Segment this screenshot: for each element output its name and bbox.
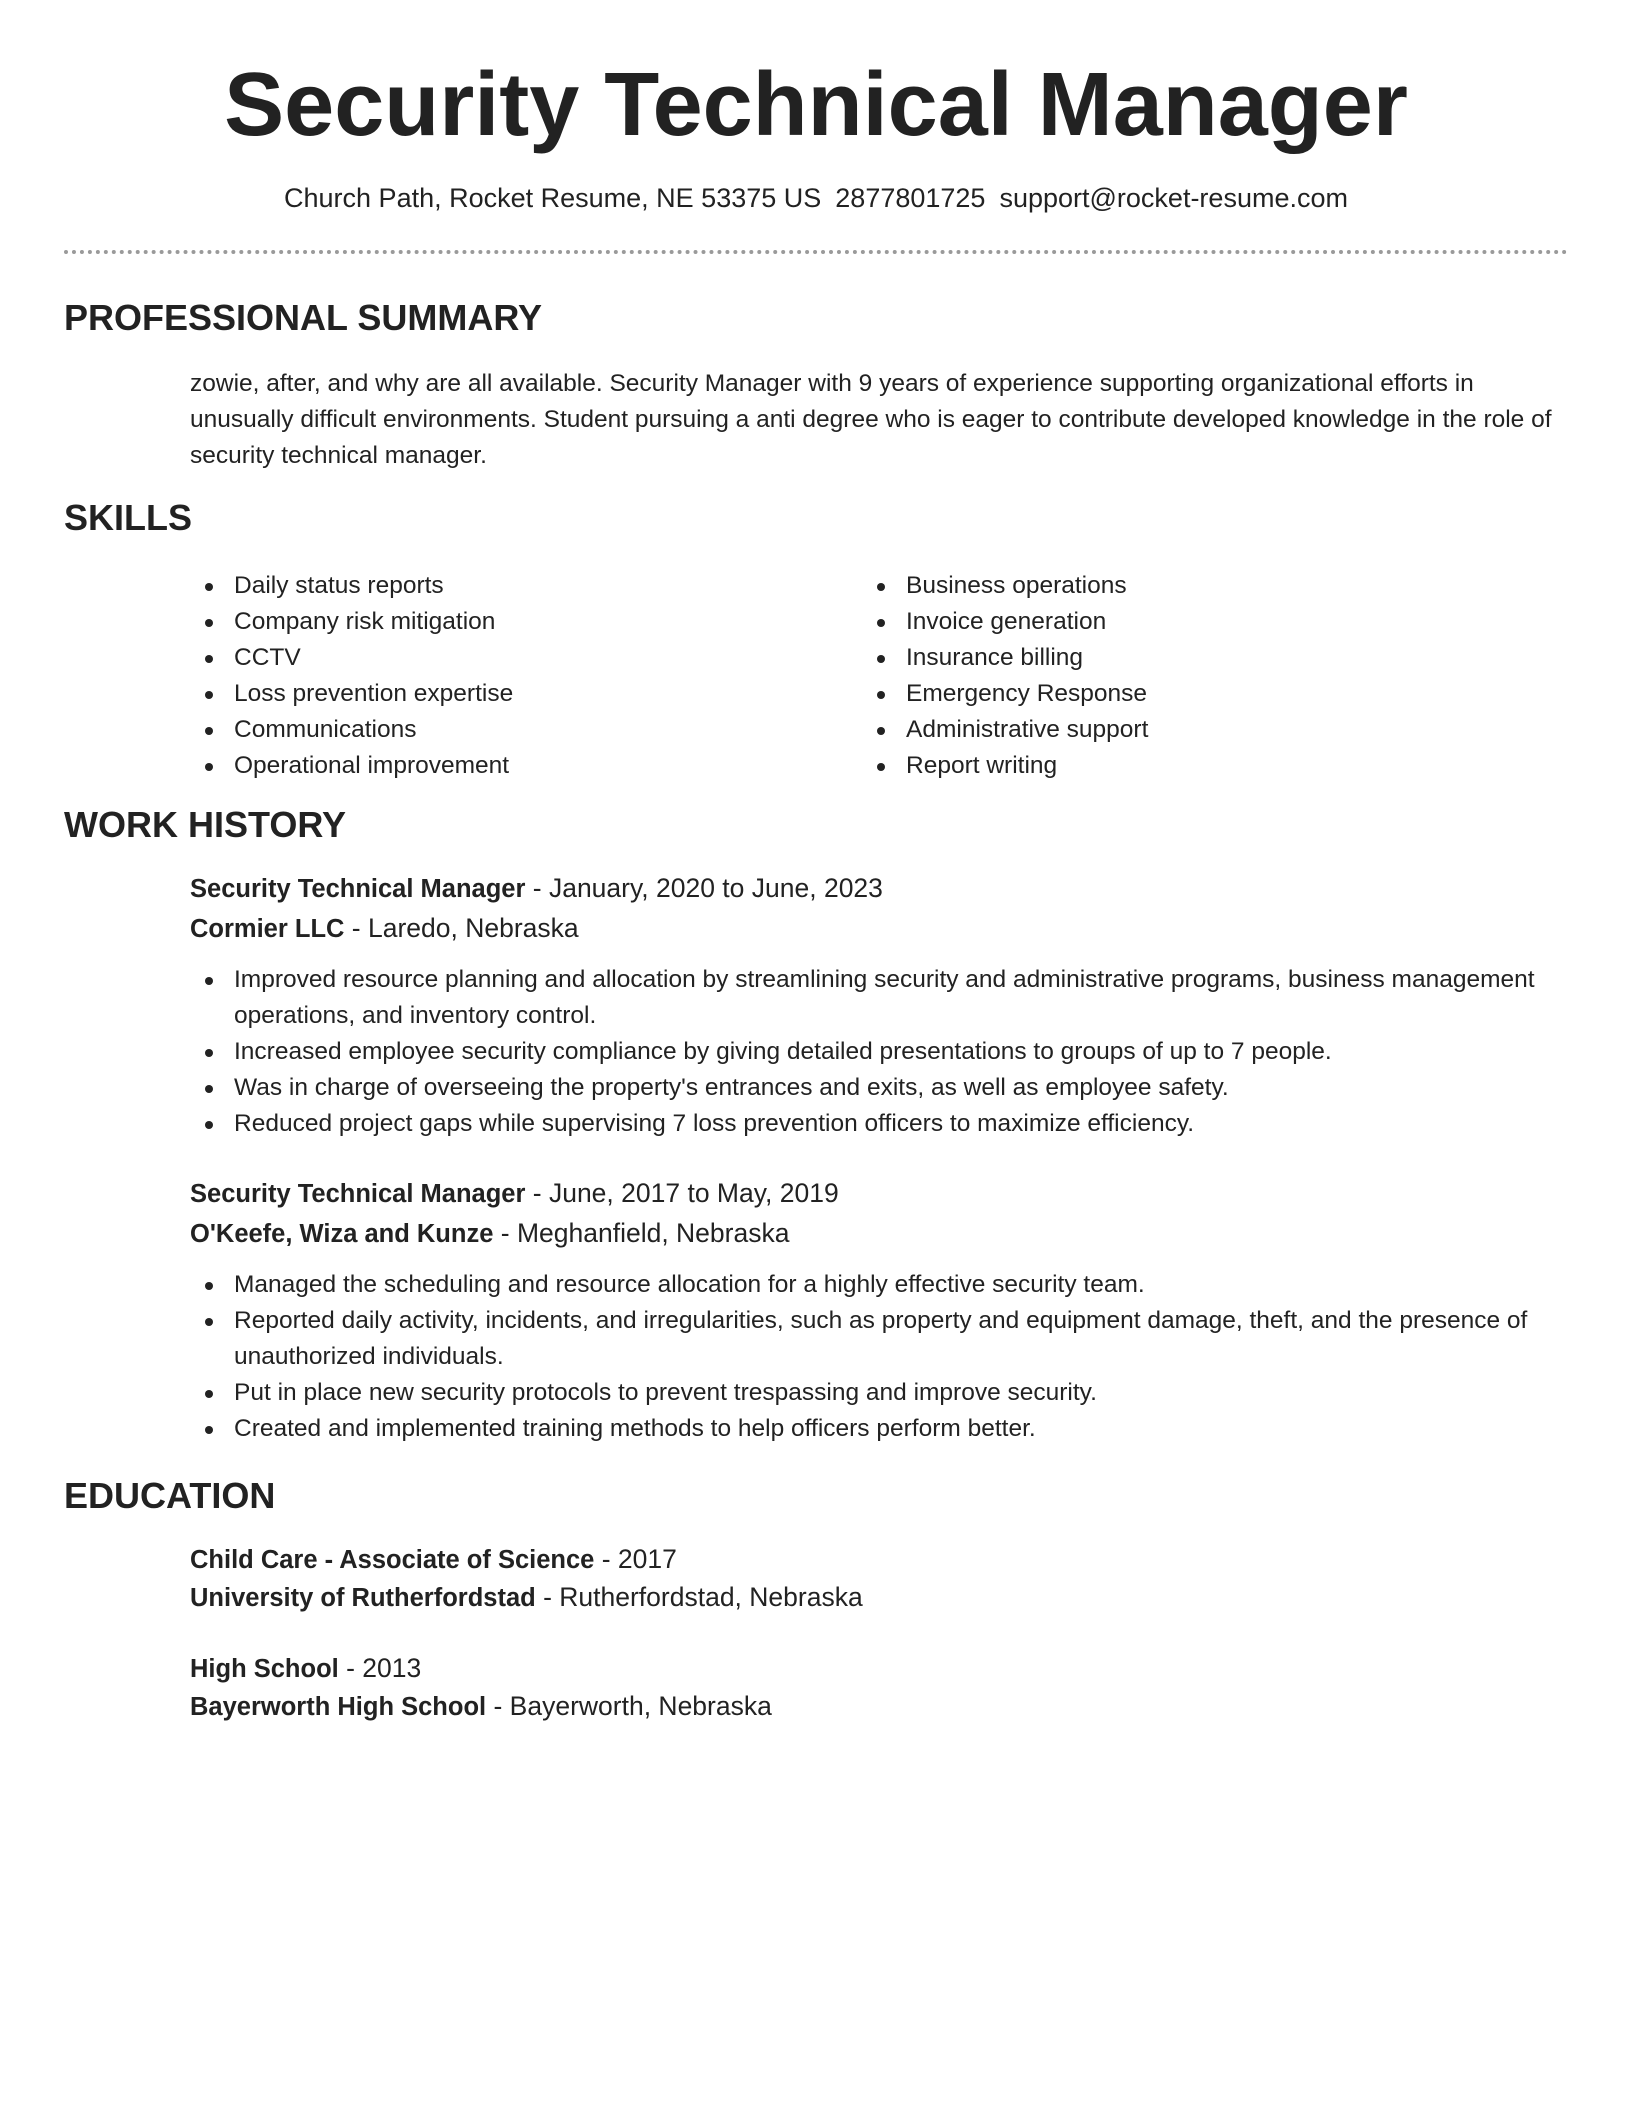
job-dates: - June, 2017 to May, 2019 [525, 1178, 839, 1208]
job-bullet: Reported daily activity, incidents, and irregularities, such as property and equipment damage, theft, and the presence of unauthorized individuals. [190, 1303, 1570, 1375]
education-year: - 2013 [338, 1653, 422, 1683]
education-degree: High School [190, 1655, 339, 1683]
education-degree-line [190, 1539, 1570, 1580]
job-title-line [190, 868, 1570, 909]
skill-item: Administrative support [862, 712, 1522, 748]
education-school: University of Rutherfordstad [190, 1584, 536, 1612]
contact-email: support@rocket-resume.com [999, 183, 1348, 213]
job-location: - Meghanfield, Nebraska [493, 1218, 790, 1248]
job-bullet: Managed the scheduling and resource allocation for a highly effective security team. [190, 1267, 1570, 1303]
job-company-line [190, 1213, 1570, 1254]
job-company: O'Keefe, Wiza and Kunze [190, 1220, 494, 1248]
education-location: - Bayerworth, Nebraska [486, 1691, 772, 1721]
skill-item: Emergency Response [862, 676, 1522, 712]
education-school: Bayerworth High School [190, 1693, 487, 1721]
job-bullet: Created and implemented training methods to help officers perform better. [190, 1411, 1570, 1447]
job-location: - Laredo, Nebraska [344, 913, 579, 943]
skill-item: Report writing [862, 748, 1522, 784]
job-role: Security Technical Manager [190, 875, 526, 903]
job-bullet: Improved resource planning and allocation by streamlining security and administrative programs, business management operations, and inventory control. [190, 962, 1570, 1034]
job-dates: - January, 2020 to June, 2023 [525, 873, 883, 903]
skill-item: Company risk mitigation [190, 604, 850, 640]
skills-list-left [190, 568, 850, 784]
skill-item: Communications [190, 712, 850, 748]
contact-line [0, 180, 1632, 216]
job-company-line [190, 908, 1570, 949]
skill-item: Business operations [862, 568, 1522, 604]
job-bullets [190, 1267, 1570, 1447]
job-role: Security Technical Manager [190, 1180, 526, 1208]
skill-item: Loss prevention expertise [190, 676, 850, 712]
header-divider [64, 250, 1568, 254]
work-heading: WORK HISTORY [64, 804, 347, 845]
education-school-line [190, 1577, 1570, 1618]
skill-item: Insurance billing [862, 640, 1522, 676]
skill-item: Daily status reports [190, 568, 850, 604]
education-year: - 2017 [594, 1544, 677, 1574]
education-degree-line [190, 1648, 1570, 1689]
job-title-line [190, 1173, 1570, 1214]
summary-text: zowie, after, and why are all available. Security Manager with 9 years of experience supporting organizational efforts in unusually difficult environments. Student pursuing a anti degree who is eager to contribute developed knowledge in the role of security technical manager. [190, 370, 1552, 469]
job-bullet: Put in place new security protocols to prevent trespassing and improve security. [190, 1375, 1570, 1411]
education-school-line [190, 1686, 1570, 1727]
skills-heading: SKILLS [64, 497, 193, 538]
summary-heading: PROFESSIONAL SUMMARY [64, 297, 543, 338]
job-bullet: Increased employee security compliance by giving detailed presentations to groups of up to 7 people. [190, 1034, 1570, 1070]
skills-list-right [862, 568, 1522, 784]
education-location: - Rutherfordstad, Nebraska [535, 1582, 863, 1612]
skill-item: Invoice generation [862, 604, 1522, 640]
job-bullet: Reduced project gaps while supervising 7 loss prevention officers to maximize efficiency. [190, 1106, 1570, 1142]
education-heading: EDUCATION [64, 1475, 276, 1516]
job-bullets [190, 962, 1570, 1142]
skill-item: Operational improvement [190, 748, 850, 784]
contact-address: Church Path, Rocket Resume, NE 53375 US [284, 183, 822, 213]
education-degree: Child Care - Associate of Science [190, 1546, 595, 1574]
resume-name: Security Technical Manager [224, 55, 1408, 155]
contact-phone: 2877801725 [835, 183, 986, 213]
job-company: Cormier LLC [190, 915, 345, 943]
job-bullet: Was in charge of overseeing the property's entrances and exits, as well as employee safety. [190, 1070, 1570, 1106]
skill-item: CCTV [190, 640, 850, 676]
